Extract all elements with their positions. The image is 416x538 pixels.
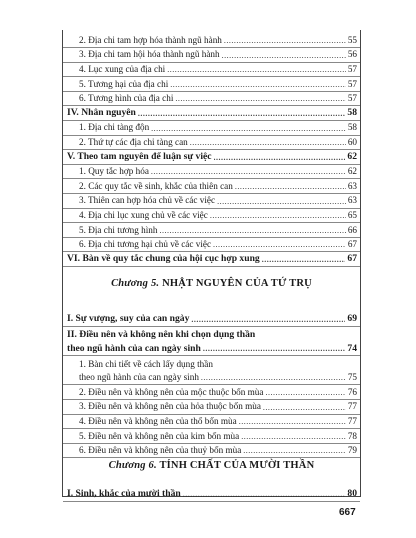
dot-leader <box>151 125 346 133</box>
toc-entry-page: 78 <box>347 430 357 441</box>
dot-leader <box>214 154 346 162</box>
toc-entry <box>63 134 360 150</box>
toc-entry <box>63 178 360 194</box>
dot-leader <box>203 345 346 353</box>
chapter-6-prefix: Chương 6. <box>108 460 157 471</box>
toc-entry-label: 5. Địa chi tương hình <box>79 224 158 235</box>
toc-entry-page: 79 <box>347 445 357 456</box>
toc-entry-label: IV. Nhân nguyên <box>67 107 136 119</box>
toc-entry-label: 4. Địa chi lục xung chủ về các việc <box>79 209 208 220</box>
dot-leader <box>191 316 345 324</box>
dot-leader <box>138 110 346 118</box>
toc-entry-label: 4. Điều nên và không nên của thổ bốn mùa <box>79 415 237 426</box>
toc-entry <box>63 340 360 356</box>
toc-entry <box>63 355 360 371</box>
chapter-6-title: TÍNH CHẤT CỦA MƯỜI THẦN <box>159 460 315 471</box>
chapter-5-prefix: Chương 5. <box>111 278 160 289</box>
toc-entry-label: 5. Điều nên và không nên của kim bốn mùa <box>79 430 240 441</box>
toc-entry-page: 57 <box>347 63 357 74</box>
dot-leader <box>201 374 346 382</box>
toc-entry-page: 69 <box>347 313 357 325</box>
dot-leader <box>243 447 346 455</box>
dot-leader <box>239 418 346 426</box>
dot-leader <box>159 227 345 235</box>
toc-entry-page: 63 <box>347 180 357 191</box>
toc-entry-page: 76 <box>347 386 357 397</box>
toc-entry-label: 1. Quy tắc hợp hóa <box>79 166 149 177</box>
toc-entry-page: 58 <box>347 107 357 119</box>
toc-entry <box>63 251 360 267</box>
toc-entry-label: 3. Địa chi tam hội hóa thành ngũ hành <box>79 49 220 60</box>
toc-entry <box>63 442 360 458</box>
dot-leader <box>213 241 346 249</box>
toc-entry-page: 77 <box>347 401 357 412</box>
toc-entry-page: 60 <box>347 136 357 147</box>
chapter-5-title: NHẬT NGUYÊN CỦA TỨ TRỤ <box>162 278 312 289</box>
toc-entry <box>63 76 360 92</box>
toc-entry <box>63 428 360 444</box>
dot-leader <box>217 198 346 206</box>
toc-entry <box>63 163 360 179</box>
toc-entry-page: 80 <box>347 488 357 500</box>
toc-entry <box>63 326 360 342</box>
toc-entry-label: 2. Các quy tắc về sinh, khắc của thiên can <box>79 180 233 191</box>
toc-entry-label: I. Sinh, khắc của mười thần <box>67 488 181 500</box>
toc-entry <box>63 399 360 415</box>
dot-leader <box>151 168 346 176</box>
toc-entry-page: 66 <box>347 224 357 235</box>
toc-entry-label: I. Sự vượng, suy của can ngày <box>67 313 190 325</box>
toc-entry-page: 75 <box>347 372 357 383</box>
toc-entry-label: II. Điều nên và không nên khi chọn dụng thần <box>67 329 256 340</box>
toc-entry-page: 74 <box>347 342 357 354</box>
toc-entry-page: 67 <box>347 239 357 250</box>
toc-entry-page: 62 <box>347 166 357 177</box>
toc-entry <box>63 413 360 429</box>
toc-entry-label: V. Theo tam nguyên để luận sự việc <box>67 151 212 163</box>
toc-entry-label: VI. Bàn về quy tắc chung của hội cục hợp xung <box>67 253 260 265</box>
dot-leader <box>262 256 346 264</box>
dot-leader <box>222 52 346 60</box>
toc-entry <box>63 311 360 327</box>
toc-entry <box>63 193 360 209</box>
toc-entry-page: 67 <box>347 253 357 265</box>
toc-entry-label: theo ngũ hành của can ngày sinh <box>67 342 201 354</box>
toc-entry-label: theo ngũ hành của can ngày sinh <box>79 372 199 383</box>
toc-entry <box>63 486 360 502</box>
toc-entry <box>63 236 360 252</box>
toc-entry-label: 2. Địa chi tam hợp hóa thành ngũ hành <box>79 34 222 45</box>
page-number: 667 <box>339 507 356 518</box>
dot-leader <box>265 389 345 397</box>
toc-entry-label: 5. Tương hại của địa chi <box>79 78 169 89</box>
dot-leader <box>224 37 346 45</box>
toc-entry-label: 6. Tương hình của địa chi <box>79 93 174 104</box>
toc-entry-page: 58 <box>347 122 357 133</box>
dot-leader <box>183 491 346 499</box>
toc-entry-label: 2. Thứ tự các địa chi tàng can <box>79 136 188 147</box>
toc-entry <box>63 120 360 136</box>
toc-entry-label: 1. Bàn chi tiết về cách lấy dụng thần <box>79 358 213 369</box>
toc-entry-page: 62 <box>347 151 357 163</box>
dot-leader <box>167 66 346 74</box>
toc-entry-page: 77 <box>347 415 357 426</box>
toc-entry <box>63 384 360 400</box>
toc-entry <box>63 61 360 77</box>
toc-entry-page: 57 <box>347 93 357 104</box>
toc-entry <box>63 90 360 106</box>
toc-entry-label: 1. Địa chi tàng độn <box>79 122 150 133</box>
dot-leader <box>175 95 345 103</box>
dot-leader <box>170 81 346 89</box>
toc-entry-page: 56 <box>347 49 357 60</box>
toc-entry <box>63 207 360 223</box>
toc-entry <box>63 149 360 165</box>
chapter-5-heading <box>63 278 360 289</box>
chapter-6-heading <box>63 460 360 471</box>
toc-entry-label: 6. Điều nên và không nên của thuỷ bốn mùa <box>79 445 242 456</box>
dot-leader <box>210 212 346 220</box>
dot-leader <box>241 433 346 441</box>
dot-leader <box>263 404 346 412</box>
toc-entry-label: 6. Địa chi tương hại chủ về các việc <box>79 239 212 250</box>
toc-entry-label: 2. Điều nên và không nên của mộc thuộc bốn mùa <box>79 386 264 397</box>
dot-leader <box>235 183 346 191</box>
toc-entry <box>63 32 360 48</box>
toc-frame <box>62 30 361 500</box>
toc-entry <box>63 47 360 63</box>
toc-entry <box>63 369 360 385</box>
toc-entry <box>63 105 360 121</box>
toc-entry <box>63 222 360 238</box>
dot-leader <box>190 139 346 147</box>
toc-entry-label: 4. Lục xung của địa chi <box>79 63 166 74</box>
toc-entry-label: 3. Điều nên và không nên của hỏa thuộc bốn mùa <box>79 401 261 412</box>
toc-entry-page: 55 <box>347 34 357 45</box>
toc-entry-page: 65 <box>347 209 357 220</box>
toc-entry-page: 63 <box>347 195 357 206</box>
toc-entry-page: 57 <box>347 78 357 89</box>
toc-entry-label: 3. Thiên can hợp hóa chủ về các việc <box>79 195 216 206</box>
